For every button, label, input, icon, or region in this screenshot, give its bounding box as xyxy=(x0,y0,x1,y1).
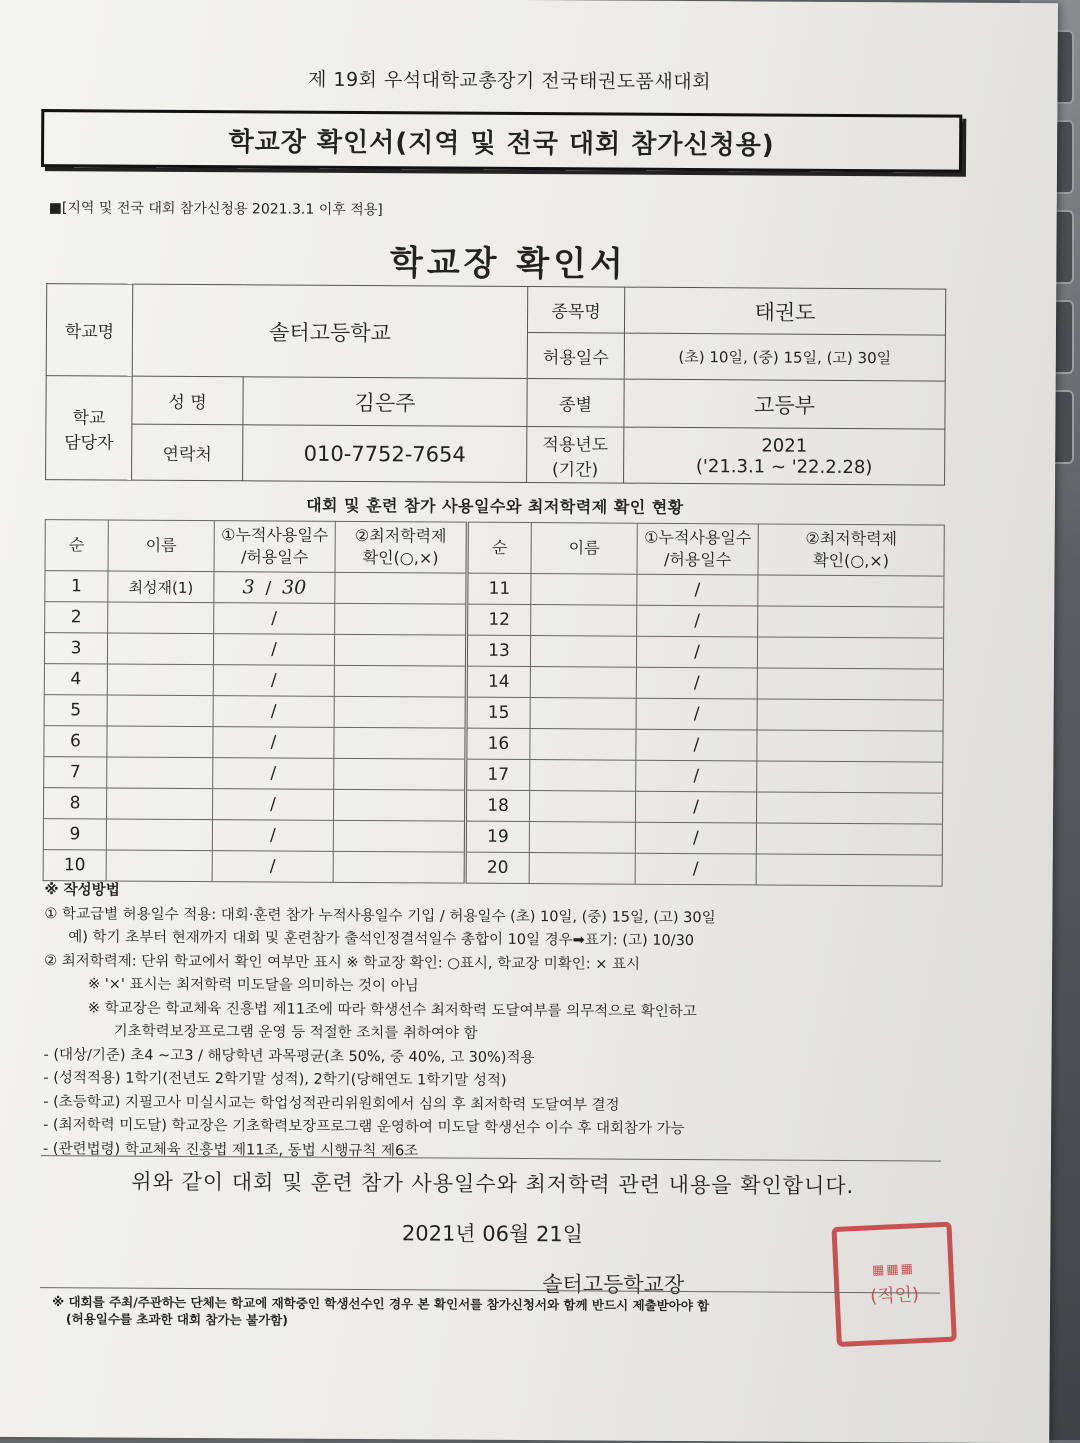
method-line: 예) 학기 초부터 현재까지 대회 및 훈련참가 출석인정결석일수 총합이 10일 경우➡표기: (고) 10/30 xyxy=(68,929,695,950)
method-line: ② 최저학력제: 단위 학교에서 확인 여부만 표시 ※ 학교장 확인: ○표시, 학교장 미확인: × 표시 xyxy=(44,952,641,973)
row-days: / xyxy=(636,760,757,792)
row-name xyxy=(107,664,213,696)
method-line: - (대상/기준) 초4 ~고3 / 해당학년 과목평균(초 50%, 중 40%, 고 30%)적용 xyxy=(43,1046,535,1066)
row-no: 1 xyxy=(45,571,108,602)
name-value: 김은주 xyxy=(243,377,527,427)
row-days: / xyxy=(636,698,757,730)
row-name xyxy=(531,605,637,637)
method-line: - (초등학교) 지필고사 미실시교는 학업성적관리위원회에서 심의 후 최저학력 도달여부 결정 xyxy=(43,1093,620,1114)
school-value: 솔터고등학교 xyxy=(132,284,528,378)
row-no: 3 xyxy=(44,633,107,664)
year-label-1: 적용년도 xyxy=(542,434,609,456)
header-name: 이름 xyxy=(108,520,214,572)
row-no: 4 xyxy=(44,664,107,695)
row-min xyxy=(757,730,943,762)
header-no-2: 순 xyxy=(467,522,531,573)
method-line: - (최저학력 미도달) 학교장은 기초학력보장프로그램 운영하여 미도달 학생선수 이수 후 대회참가 가능 xyxy=(43,1117,685,1138)
seal-mark: (직인) xyxy=(869,1283,920,1307)
row-no: 13 xyxy=(466,635,530,666)
year-value xyxy=(624,427,945,485)
row-days: / xyxy=(636,636,757,668)
row-name xyxy=(530,636,636,668)
row-days: / xyxy=(636,729,757,761)
row-min xyxy=(756,792,942,824)
method-line: ※ 학교장은 학교체육 진흥법 제11조에 따라 학생선수 최저학력 도달여부를 의무적으로 확인하고 xyxy=(87,999,697,1020)
row-days: 3 / 30 xyxy=(214,572,335,604)
row-name: 최성재(1) xyxy=(108,571,214,603)
row-min xyxy=(334,727,466,759)
row-min xyxy=(334,758,466,790)
event-value: 태권도 xyxy=(624,287,945,335)
header-min-2: ②최저학력제 확인(○,×) xyxy=(758,524,944,576)
footnote-line-2: (허용일수를 초과한 대회 참가는 불가함) xyxy=(65,1311,289,1328)
row-no: 9 xyxy=(43,819,106,850)
row-no: 18 xyxy=(465,790,529,821)
footnote xyxy=(52,1293,912,1332)
row-min xyxy=(334,665,466,697)
allowed-value: (초) 10일, (중) 15일, (고) 30일 xyxy=(624,333,945,381)
row-min xyxy=(757,699,943,731)
allowed-days: 30 xyxy=(281,576,307,599)
row-name xyxy=(531,574,637,606)
row-name xyxy=(106,819,212,851)
row-min xyxy=(334,696,466,728)
row-no: 2 xyxy=(45,602,108,633)
row-min xyxy=(333,789,465,821)
row-name xyxy=(530,667,636,699)
row-name xyxy=(107,695,213,727)
row-days: / xyxy=(636,667,757,699)
manager-label xyxy=(46,376,133,481)
row-name xyxy=(529,822,635,854)
allowed-label: 허용일수 xyxy=(527,333,624,380)
header-min: ②최저학력제 확인(○,×) xyxy=(335,521,467,573)
row-days: / xyxy=(213,758,334,790)
row-days: / xyxy=(213,665,334,697)
row-days: / xyxy=(637,574,758,606)
row-no: 14 xyxy=(466,666,530,697)
row-no: 20 xyxy=(465,852,529,883)
header-name-2: 이름 xyxy=(531,523,637,575)
method-heading: ※ 작성방법 xyxy=(44,882,120,899)
school-label: 학교명 xyxy=(46,284,133,377)
method-line: 기초학력보장프로그램 운영 등 적절한 조치를 취하여야 함 xyxy=(113,1023,478,1042)
row-no: 17 xyxy=(466,759,530,790)
row-name xyxy=(530,698,636,730)
days-table xyxy=(43,519,945,886)
contact-label: 연락처 xyxy=(132,424,243,481)
header-no: 순 xyxy=(45,520,108,571)
document-title: 학교장 확인서 xyxy=(389,243,627,285)
row-no: 15 xyxy=(466,697,530,728)
row-no: 12 xyxy=(467,604,531,635)
event-label: 종목명 xyxy=(527,287,624,334)
row-min xyxy=(757,761,943,793)
row-min xyxy=(334,634,466,666)
name-label: 성 명 xyxy=(132,376,243,425)
info-table xyxy=(45,283,946,485)
row-days: / xyxy=(214,603,335,635)
row-min xyxy=(758,575,944,607)
divider xyxy=(40,1287,940,1293)
row-name xyxy=(108,602,214,634)
row-name xyxy=(107,633,213,665)
year-value-2: ('21.3.1 ~ '22.2.28) xyxy=(695,455,873,478)
row-no: 10 xyxy=(43,850,106,881)
row-name xyxy=(530,760,636,792)
row-days: / xyxy=(213,634,334,666)
top-note: ■[지역 및 전국 대회 참가신청용 2021.3.1 이후 적용] xyxy=(48,200,383,219)
used-days: 3 xyxy=(242,576,255,599)
principal-name: 솔터고등학교장 xyxy=(542,1272,685,1298)
days-table-title: 대회 및 훈련 참가 사용일수와 최저학력제 확인 현황 xyxy=(306,495,684,517)
row-min xyxy=(756,823,942,855)
gender-label: 종별 xyxy=(527,379,624,428)
row-min xyxy=(756,854,942,886)
seal-pattern: ▦▦▦ xyxy=(871,1260,916,1278)
row-min xyxy=(757,637,943,669)
row-days: / xyxy=(213,696,334,728)
header-days: ①누적사용일수 /허용일수 xyxy=(214,521,335,573)
row-no: 5 xyxy=(44,695,107,726)
row-no: 16 xyxy=(466,728,530,759)
row-days: / xyxy=(212,820,333,852)
banner-title: 학교장 확인서(지역 및 전국 대회 참가신청용) xyxy=(41,109,962,173)
confirmation-text: 위와 같이 대회 및 훈련 참가 사용일수와 최저학력 관련 내용을 확인합니다. xyxy=(131,1169,855,1199)
row-days: / xyxy=(212,789,333,821)
manager-label-1: 학교 xyxy=(72,407,106,428)
row-min xyxy=(333,851,465,883)
gender-value: 고등부 xyxy=(624,379,945,429)
method-line: ※ '×' 표시는 최저학력 미도달을 의미하는 것이 아님 xyxy=(87,976,419,995)
row-min xyxy=(758,606,944,638)
method-line: ① 학교급별 허용일수 적용: 대회·훈련 참가 누적사용일수 기입 / 허용일수 (초) 10일, (중) 15일, (고) 30일 xyxy=(44,905,716,926)
row-min xyxy=(335,603,467,635)
row-name xyxy=(530,729,636,761)
writing-method xyxy=(43,879,945,1166)
row-name xyxy=(529,853,635,885)
row-days: / xyxy=(212,851,333,883)
row-min xyxy=(333,820,465,852)
row-no: 6 xyxy=(44,726,107,757)
row-no: 19 xyxy=(465,821,529,852)
row-min xyxy=(335,572,467,604)
contact-value: 010-7752-7654 xyxy=(243,425,527,483)
row-min xyxy=(757,668,943,700)
method-line: - (관련법령) 학교체육 진흥법 제11조, 동법 시행규칙 제6조 xyxy=(42,1140,419,1159)
row-no: 7 xyxy=(44,757,107,788)
year-value-1: 2021 xyxy=(761,434,808,457)
row-name xyxy=(106,788,212,820)
year-label xyxy=(527,427,624,484)
manager-label-2: 담당자 xyxy=(64,432,114,454)
row-days: / xyxy=(213,727,334,759)
footnote-line-1: ※ 대회를 주최/주관하는 단체는 학교에 재학중인 학생선수인 경우 본 확인서를 참가신청서와 함께 반드시 제출받아야 함 xyxy=(51,1294,710,1314)
row-days: / xyxy=(635,853,756,885)
row-name xyxy=(107,757,213,789)
header-days-2: ①누적사용일수 /허용일수 xyxy=(637,523,758,575)
row-no: 8 xyxy=(43,788,106,819)
row-no: 11 xyxy=(467,573,531,604)
row-days: / xyxy=(637,605,758,637)
row-days: / xyxy=(635,822,756,854)
issue-date: 2021년 06월 21일 xyxy=(401,1221,584,1247)
row-days: / xyxy=(635,791,756,823)
year-label-2: (기간) xyxy=(552,459,599,480)
competition-title: 제 19회 우석대학교총장기 전국태권도품새대회 xyxy=(307,68,712,94)
row-name xyxy=(107,726,213,758)
row-name xyxy=(529,791,635,823)
method-line: - (성적적용) 1학기(전년도 2학기말 성적), 2학기(당해연도 1학기말 성적) xyxy=(43,1070,507,1089)
row-name xyxy=(106,850,212,882)
